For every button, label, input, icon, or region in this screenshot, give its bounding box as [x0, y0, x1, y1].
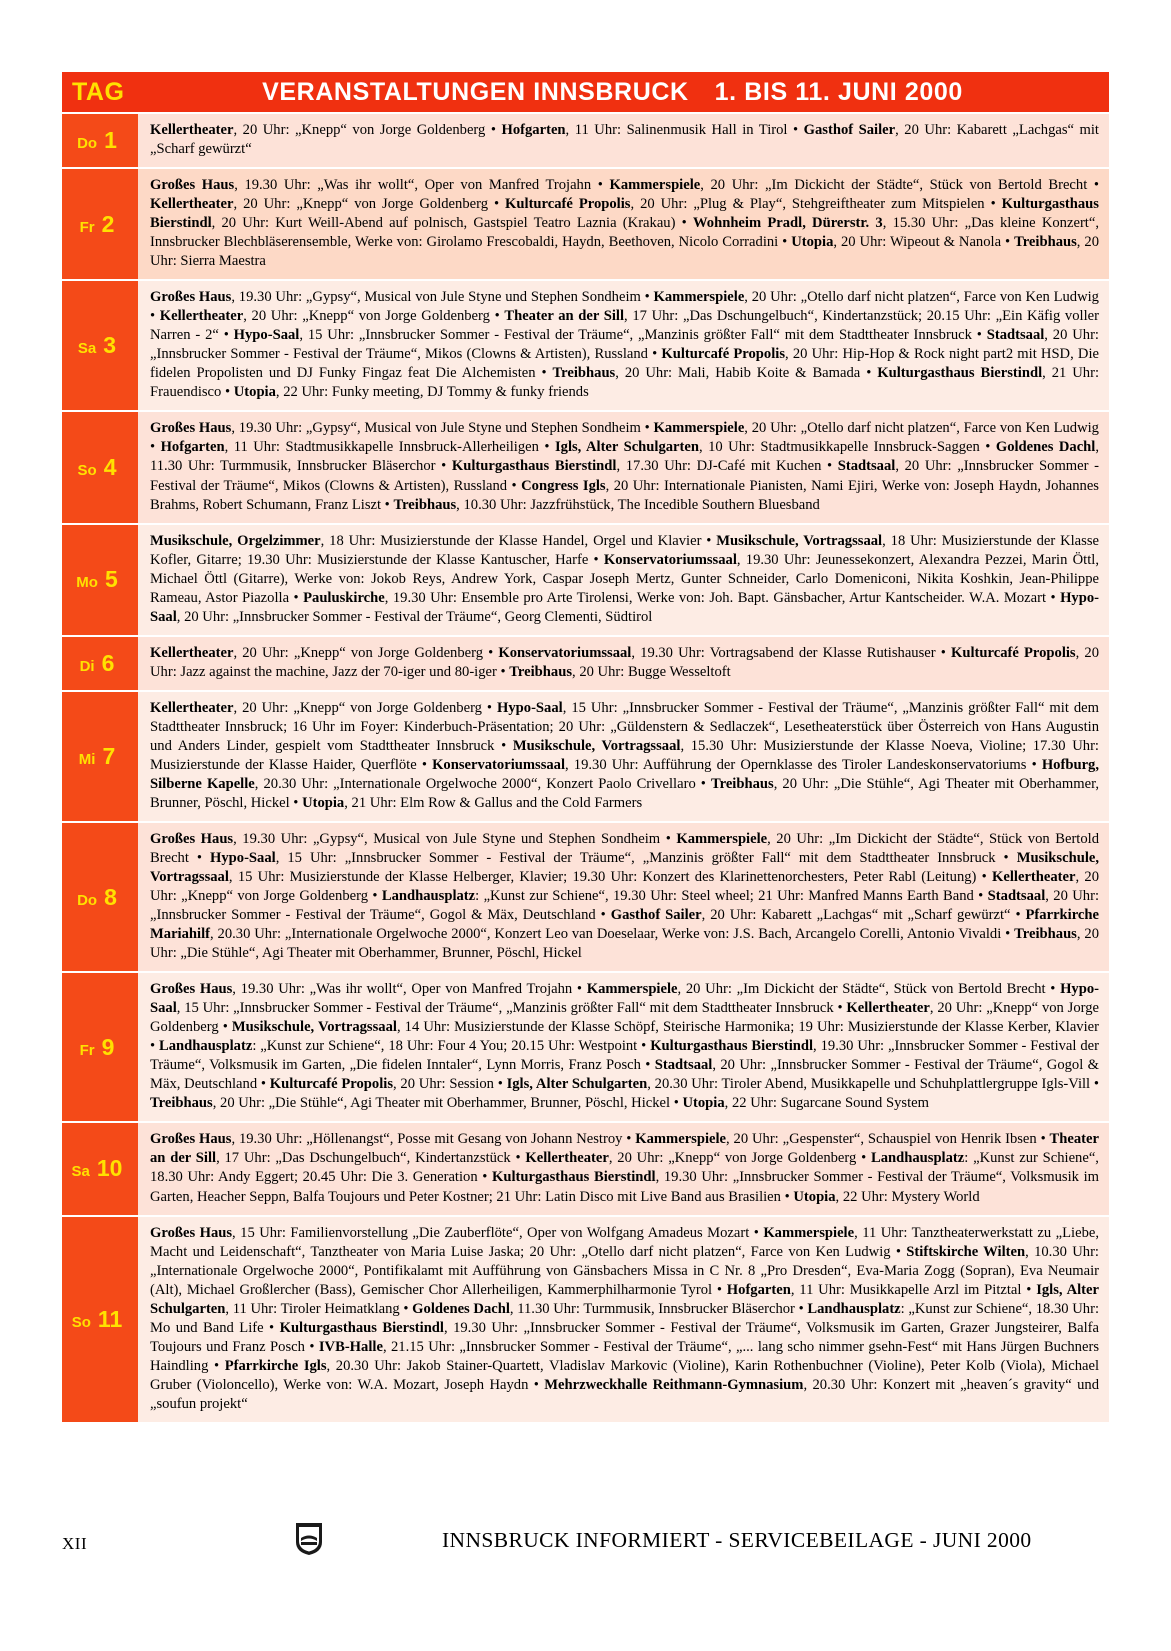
day-label-group — [62, 1155, 138, 1182]
table-row — [62, 823, 1109, 973]
day-cell — [62, 114, 138, 167]
table-row — [62, 525, 1109, 637]
header-tag-label: TAG — [72, 77, 125, 106]
day-abbreviation: Do — [77, 135, 98, 153]
day-events-text: Kellertheater, 20 Uhr: „Knepp“ von Jorge Goldenberg • Hypo-Saal, 15 Uhr: „Innsbrucker Sommer - Festival der Träume“, „Manzinis größter Fall“ mit dem Stadttheater Innsbruck; 16 Uhr im Foyer: Kinderbuch-Präsentation; 20 Uhr: „Güldenstern & Sedlaczek“, Lesetheaterstück über Österreich von Hans Augustin und Anders Linder, gespielt vom Stadttheater Innsbruck • Musikschule, Vortragssaal, 15.30 Uhr: Musizierstunde der Klasse Noeva, Violine; 17.30 Uhr: Musizierstunde der Klasse Haider, Querflöte • Konservatoriumssaal, 19.30 Uhr: Aufführung der Opernklasse des Tiroler Landeskonservatoriums • Hofburg, Silberne Kapelle, 20.30 Uhr: „Internationale Orgelwoche 2000“, Konzert Paolo Crivellaro • Treibhaus, 20 Uhr: „Die Stühle“, Agi Theater mit Oberhammer, Brunner, Pöschl, Hickel • Utopia, 21 Uhr: Elm Row & Gallus and the Cold Farmers — [150, 699, 1099, 811]
day-events-text: Großes Haus, 19.30 Uhr: „Was ihr wollt“, Oper von Manfred Trojahn • Kammerspiele, 20 Uhr: „Im Dickicht der Städte“, Stück von Bertold Brecht • Kellertheater, 20 Uhr: „Knepp“ von Jorge Goldenberg • Kulturcafé Propolis, 20 Uhr: „Plug & Play“, Stehgreiftheater zum Mitspielen • Kulturgasthaus Bierstindl, 20 Uhr: Kurt Weill-Abend auf polnisch, Gastspiel Teatro Laznia (Krakau) • Wohnheim Pradl, Dürerstr. 3, 15.30 Uhr: „Das kleine Konzert“, Innsbrucker Blechbläserensemble, Werke von: Girolamo Frescobaldi, Haydn, Beethoven, Nicolo Corradini • Utopia, 20 Uhr: Wipeout & Nanola • Treibhaus, 20 Uhr: Sierra Maestra — [150, 177, 1099, 270]
day-number: 2 — [101, 210, 115, 237]
day-events-text: Großes Haus, 19.30 Uhr: „Höllenangst“, Posse mit Gesang von Johann Nestroy • Kammerspiele, 20 Uhr: „Gespenster“, Schauspiel von Henrik Ibsen • Theater an der Sill, 17 Uhr: „Das Dschungelbuch“, Kindertanzstück • Kellertheater, 20 Uhr: „Knepp“ von Jorge Goldenberg • Landhausplatz: „Kunst zur Schiene“, 18.30 Uhr: Andy Eggert; 20.45 Uhr: Die 3. Generation • Kulturgasthaus Bierstindl, 19.30 Uhr: „Innsbrucker Sommer - Festival der Träume“, Volksmusik im Garten, Heacher Seppn, Balfa Toujours und Peter Kostner; 21 Uhr: Latin Disco mit Live Band aus Brasilien • Utopia, 22 Uhr: Mystery World — [150, 1131, 1099, 1205]
page-footer — [62, 1520, 1109, 1580]
table-row — [62, 692, 1109, 823]
header-title-dates: 1. BIS 11. JUNI 2000 — [714, 77, 963, 106]
table-row — [62, 114, 1109, 169]
day-number: 11 — [97, 1305, 123, 1332]
day-cell — [62, 412, 138, 522]
day-number: 7 — [102, 742, 116, 769]
header-title — [138, 72, 1109, 112]
table-header — [62, 72, 1109, 114]
day-label-group — [62, 743, 138, 770]
day-abbreviation: Sa — [71, 1163, 90, 1181]
day-label-group — [62, 211, 138, 238]
day-label-group — [62, 1306, 138, 1333]
day-abbreviation: Di — [79, 657, 95, 675]
day-cell — [62, 525, 138, 635]
day-events-text: Musikschule, Orgelzimmer, 18 Uhr: Musizierstunde der Klasse Handel, Orgel und Klavier • Musikschule, Vortragssaal, 18 Uhr: Musizierstunde der Klasse Kofler, Gitarre; 19.30 Uhr: Musizierstunde der Klasse Kantuscher, Harfe • Konservatoriumssaal, 19.30 Uhr: Jeunessekonzert, Alexandra Pezzei, Marin Öttl, Michael Öttl (Gitarre), Werke von: Jokob Reys, Andrew York, Caspar Joseph Mertz, Gunter Schneider, Carlo Domeniconi, Nikita Koshkin, Jean-Philippe Rameau, Astor Piazolla • Pauluskirche, 19.30 Uhr: Ensemble pro Arte Tirolensi, Werke von: Joh. Bapt. Gänsbacher, Artur Kantscheider. W.A. Mozart • Hypo-Saal, 20 Uhr: „Innsbrucker Sommer - Festival der Träume“, Georg Clementi, Südtirol — [150, 532, 1099, 625]
day-abbreviation: So — [71, 1313, 91, 1331]
folio-number: XII — [62, 1534, 88, 1553]
day-events-text: Großes Haus, 19.30 Uhr: „Gypsy“, Musical von Jule Styne und Stephen Sondheim • Kammerspiele, 20 Uhr: „Im Dickicht der Städte“, Stück von Bertold Brecht • Hypo-Saal, 15 Uhr: „Innsbrucker Sommer - Festival der Träume“, „Manzinis größter Fall“ mit dem Stadttheater Innsbruck • Musikschule, Vortragssaal, 15 Uhr: Musizierstunde der Klasse Helberger, Klavier; 19.30 Uhr: Konzert des Klarinettenorchesters, Peter Rabl (Leitung) • Kellertheater, 20 Uhr: „Knepp“ von Jorge Goldenberg • Landhausplatz: „Kunst zur Schiene“, 19.30 Uhr: Steel wheel; 21 Uhr: Manfred Manns Earth Band • Stadtsaal, 20 Uhr: „Innsbrucker Sommer - Festival der Träume“, Gogol & Mäx, Deutschland • Gasthof Sailer, 20 Uhr: Kabarett „Lachgas“ mit „Scharf gewürzt“ • Pfarrkirche Mariahilf, 20.30 Uhr: „Internationale Orgelwoche 2000“, Konzert Leo van Doeselaar, Werke von: J.S. Bach, Arcangelo Corelli, Antonio Vivaldi • Treibhaus, 20 Uhr: „Die Stühle“, Agi Theater mit Oberhammer, Brunner, Pöschl, Hickel — [150, 830, 1100, 962]
day-cell — [62, 637, 138, 690]
header-title-main: VERANSTALTUNGEN INNSBRUCK — [262, 77, 689, 106]
day-abbreviation: Mo — [76, 574, 98, 592]
day-number: 8 — [104, 883, 117, 910]
day-events-text: Kellertheater, 20 Uhr: „Knepp“ von Jorge Goldenberg • Konservatoriumssaal, 19.30 Uhr: Vortragsabend der Klasse Rutishauser • Kulturcafé Propolis, 20 Uhr: Jazz against the machine, Jazz der 70-iger und 80-iger • Treibhaus, 20 Uhr: Bugge Wesseltoft — [150, 644, 1099, 680]
day-abbreviation: Fr — [79, 218, 95, 236]
day-number: 5 — [104, 566, 118, 593]
day-abbreviation: Fr — [79, 1041, 95, 1059]
day-rows — [62, 114, 1109, 1422]
table-row — [62, 1123, 1109, 1216]
day-events-text: Kellertheater, 20 Uhr: „Knepp“ von Jorge Goldenberg • Hofgarten, 11 Uhr: Salinenmusik Hall in Tirol • Gasthof Sailer, 20 Uhr: Kabarett „Lachgas“ mit „Scharf gewürzt“ — [150, 122, 1099, 158]
day-label-group — [62, 650, 138, 677]
day-label-group — [62, 332, 138, 359]
day-label-group — [62, 1034, 138, 1061]
day-number: 9 — [101, 1033, 115, 1060]
table-row — [62, 412, 1109, 524]
day-abbreviation: Sa — [77, 340, 97, 358]
day-abbreviation: Mi — [78, 750, 96, 768]
day-number: 3 — [103, 332, 117, 359]
day-events-text: Großes Haus, 19.30 Uhr: „Was ihr wollt“, Oper von Manfred Trojahn • Kammerspiele, 20 Uhr: „Im Dickicht der Städte“, Stück von Bertold Brecht • Hypo-Saal, 15 Uhr: „Innsbrucker Sommer - Festival der Träume“, „Manzinis größter Fall“ mit dem Stadttheater Innsbruck • Kellertheater, 20 Uhr: „Knepp“ von Jorge Goldenberg • Musikschule, Vortragssaal, 14 Uhr: Musizierstunde der Klasse Schöpf, Steirische Harmonika; 19 Uhr: Musizierstunde der Klasse Kerber, Klavier • Landhausplatz: „Kunst zur Schiene“, 18 Uhr: Four 4 You; 20.15 Uhr: Westpoint • Kulturgasthaus Bierstindl, 19.30 Uhr: „Innsbrucker Sommer - Festival der Träume“, Volksmusik im Garten, „Die fidelen Inntaler“, Lynn Morris, Franz Posch • Stadtsaal, 20 Uhr: „Innsbrucker Sommer - Festival der Träume“, Gogol & Mäx, Deutschland • Kulturcafé Propolis, 20 Uhr: Session • Igls, Alter Schulgarten, 20.30 Uhr: Tiroler Abend, Musikkapelle und Schuhplattlergruppe Igls-Vill • Treibhaus, 20 Uhr: „Die Stühle“, Agi Theater mit Oberhammer, Brunner, Pöschl, Hickel • Utopia, 22 Uhr: Sugarcane Sound System — [150, 981, 1100, 1112]
footer-title: INNSBRUCK INFORMIERT - SERVICEBEILAGE - JUNI 2000 — [442, 1528, 1032, 1552]
day-abbreviation: Do — [77, 891, 98, 909]
events-table — [62, 72, 1109, 1422]
day-events-text: Großes Haus, 19.30 Uhr: „Gypsy“, Musical von Jule Styne und Stephen Sondheim • Kammerspiele, 20 Uhr: „Otello darf nicht platzen“, Farce von Ken Ludwig • Hofgarten, 11 Uhr: Stadtmusikkapelle Innsbruck-Allerheiligen • Igls, Alter Schulgarten, 10 Uhr: Stadtmusikkapelle Innsbruck-Saggen • Goldenes Dachl, 11.30 Uhr: Turmmusik, Innsbrucker Bläserchor • Kulturgasthaus Bierstindl, 17.30 Uhr: DJ-Café mit Kuchen • Stadtsaal, 20 Uhr: „Innsbrucker Sommer - Festival der Träume“, Mikos (Clowns & Artisten), Russland • Congress Igls, 20 Uhr: Internationale Pianisten, Nami Ejiri, Werke von: Joseph Haydn, Johannes Brahms, Robert Schumann, Franz Liszt • Treibhaus, 10.30 Uhr: Jazzfrühstück, The Incedible Southern Bluesband — [150, 420, 1100, 513]
day-cell — [62, 1217, 138, 1422]
day-label-group — [62, 454, 138, 481]
day-label-group — [62, 566, 138, 593]
day-cell — [62, 973, 138, 1121]
table-row — [62, 281, 1109, 412]
innsbruck-coat-of-arms-icon — [294, 1522, 324, 1556]
table-row — [62, 973, 1109, 1123]
day-cell — [62, 281, 138, 410]
day-label-group — [62, 884, 138, 911]
day-cell — [62, 823, 138, 971]
day-cell — [62, 1123, 138, 1214]
table-row — [62, 169, 1109, 281]
day-label-group — [62, 127, 138, 154]
day-abbreviation: So — [77, 461, 97, 479]
day-number: 4 — [103, 453, 117, 480]
day-number: 6 — [101, 649, 115, 676]
day-cell — [62, 169, 138, 279]
table-row — [62, 1217, 1109, 1422]
day-number: 1 — [104, 127, 117, 154]
table-row — [62, 637, 1109, 692]
day-cell — [62, 692, 138, 821]
day-events-text: Großes Haus, 15 Uhr: Familienvorstellung „Die Zauberflöte“, Oper von Wolfgang Amadeus Mozart • Kammerspiele, 11 Uhr: Tanztheaterwerkstatt zu „Liebe, Macht und Leidenschaft“, Tanztheater von Maria Luise Jaska; 20 Uhr: „Otello darf nicht platzen“, Farce von Ken Ludwig • Stiftskirche Wilten, 10.30 Uhr: „Internationale Orgelwoche 2000“, Pontifikalamt mit Aufführung von Gänsbachers Missa in C Nr. 8 „Pro Dresden“, Eva-Maria Zogg (Sopran), Eva Neumair (Alt), Michael Großlercher (Bass), Gemischer Chor Allerheiligen, Kammerphilharmonie Tyrol • Hofgarten, 11 Uhr: Musikkapelle Arzl im Pitztal • Igls, Alter Schulgarten, 11 Uhr: Tiroler Heimatklang • Goldenes Dachl, 11.30 Uhr: Turmmusik, Innsbrucker Bläserchor • Landhausplatz: „Kunst zur Schiene“, 18.30 Uhr: Mo und Band Life • Kulturgasthaus Bierstindl, 19.30 Uhr: „Innsbrucker Sommer - Festival der Träume“, Volksmusik im Garten, Grazer Jungsteirer, Balfa Toujours und Franz Posch • IVB-Halle, 21.15 Uhr: „Innsbrucker Sommer - Festival der Träume“, „... lang scho nimmer gsehn-Fest“ mit Hans Jürgen Buchners Haindling • Pfarrkirche Igls, 20.30 Uhr: Jakob Stainer-Quartett, Vladislav Markovic (Violine), Karin Rothenbuchner (Violine), Peter Kolb (Viola), Michael Gruber (Violoncello), Werke von: W.A. Mozart, Joseph Haydn • Mehrzweckhalle Reithmann-Gymnasium, 20.30 Uhr: Konzert mit „heaven´s gravity“ und „soufun projekt“ — [150, 1224, 1100, 1412]
day-events-text: Großes Haus, 19.30 Uhr: „Gypsy“, Musical von Jule Styne und Stephen Sondheim • Kammerspiele, 20 Uhr: „Otello darf nicht platzen“, Farce von Ken Ludwig • Kellertheater, 20 Uhr: „Knepp“ von Jorge Goldenberg • Theater an der Sill, 17 Uhr: „Das Dschungelbuch“, Kindertanzstück; 20.15 Uhr: „Ein Käfig voller Narren - 2“ • Hypo-Saal, 15 Uhr: „Innsbrucker Sommer - Festival der Träume“, „Manzinis größter Fall“ mit dem Stadttheater Innsbruck • Stadtsaal, 20 Uhr: „Innsbrucker Sommer - Festival der Träume“, Mikos (Clowns & Artisten), Russland • Kulturcafé Propolis, 20 Uhr: Hip-Hop & Rock night part2 mit HSD, Die fidelen Propolisten und DJ Funky Fingaz feat Die Alchemisten • Treibhaus, 20 Uhr: Mali, Habib Koite & Bamada • Kulturgasthaus Bierstindl, 21 Uhr: Frauendisco • Utopia, 22 Uhr: Funky meeting, DJ Tommy & funky friends — [150, 289, 1100, 401]
day-number: 10 — [96, 1155, 123, 1182]
